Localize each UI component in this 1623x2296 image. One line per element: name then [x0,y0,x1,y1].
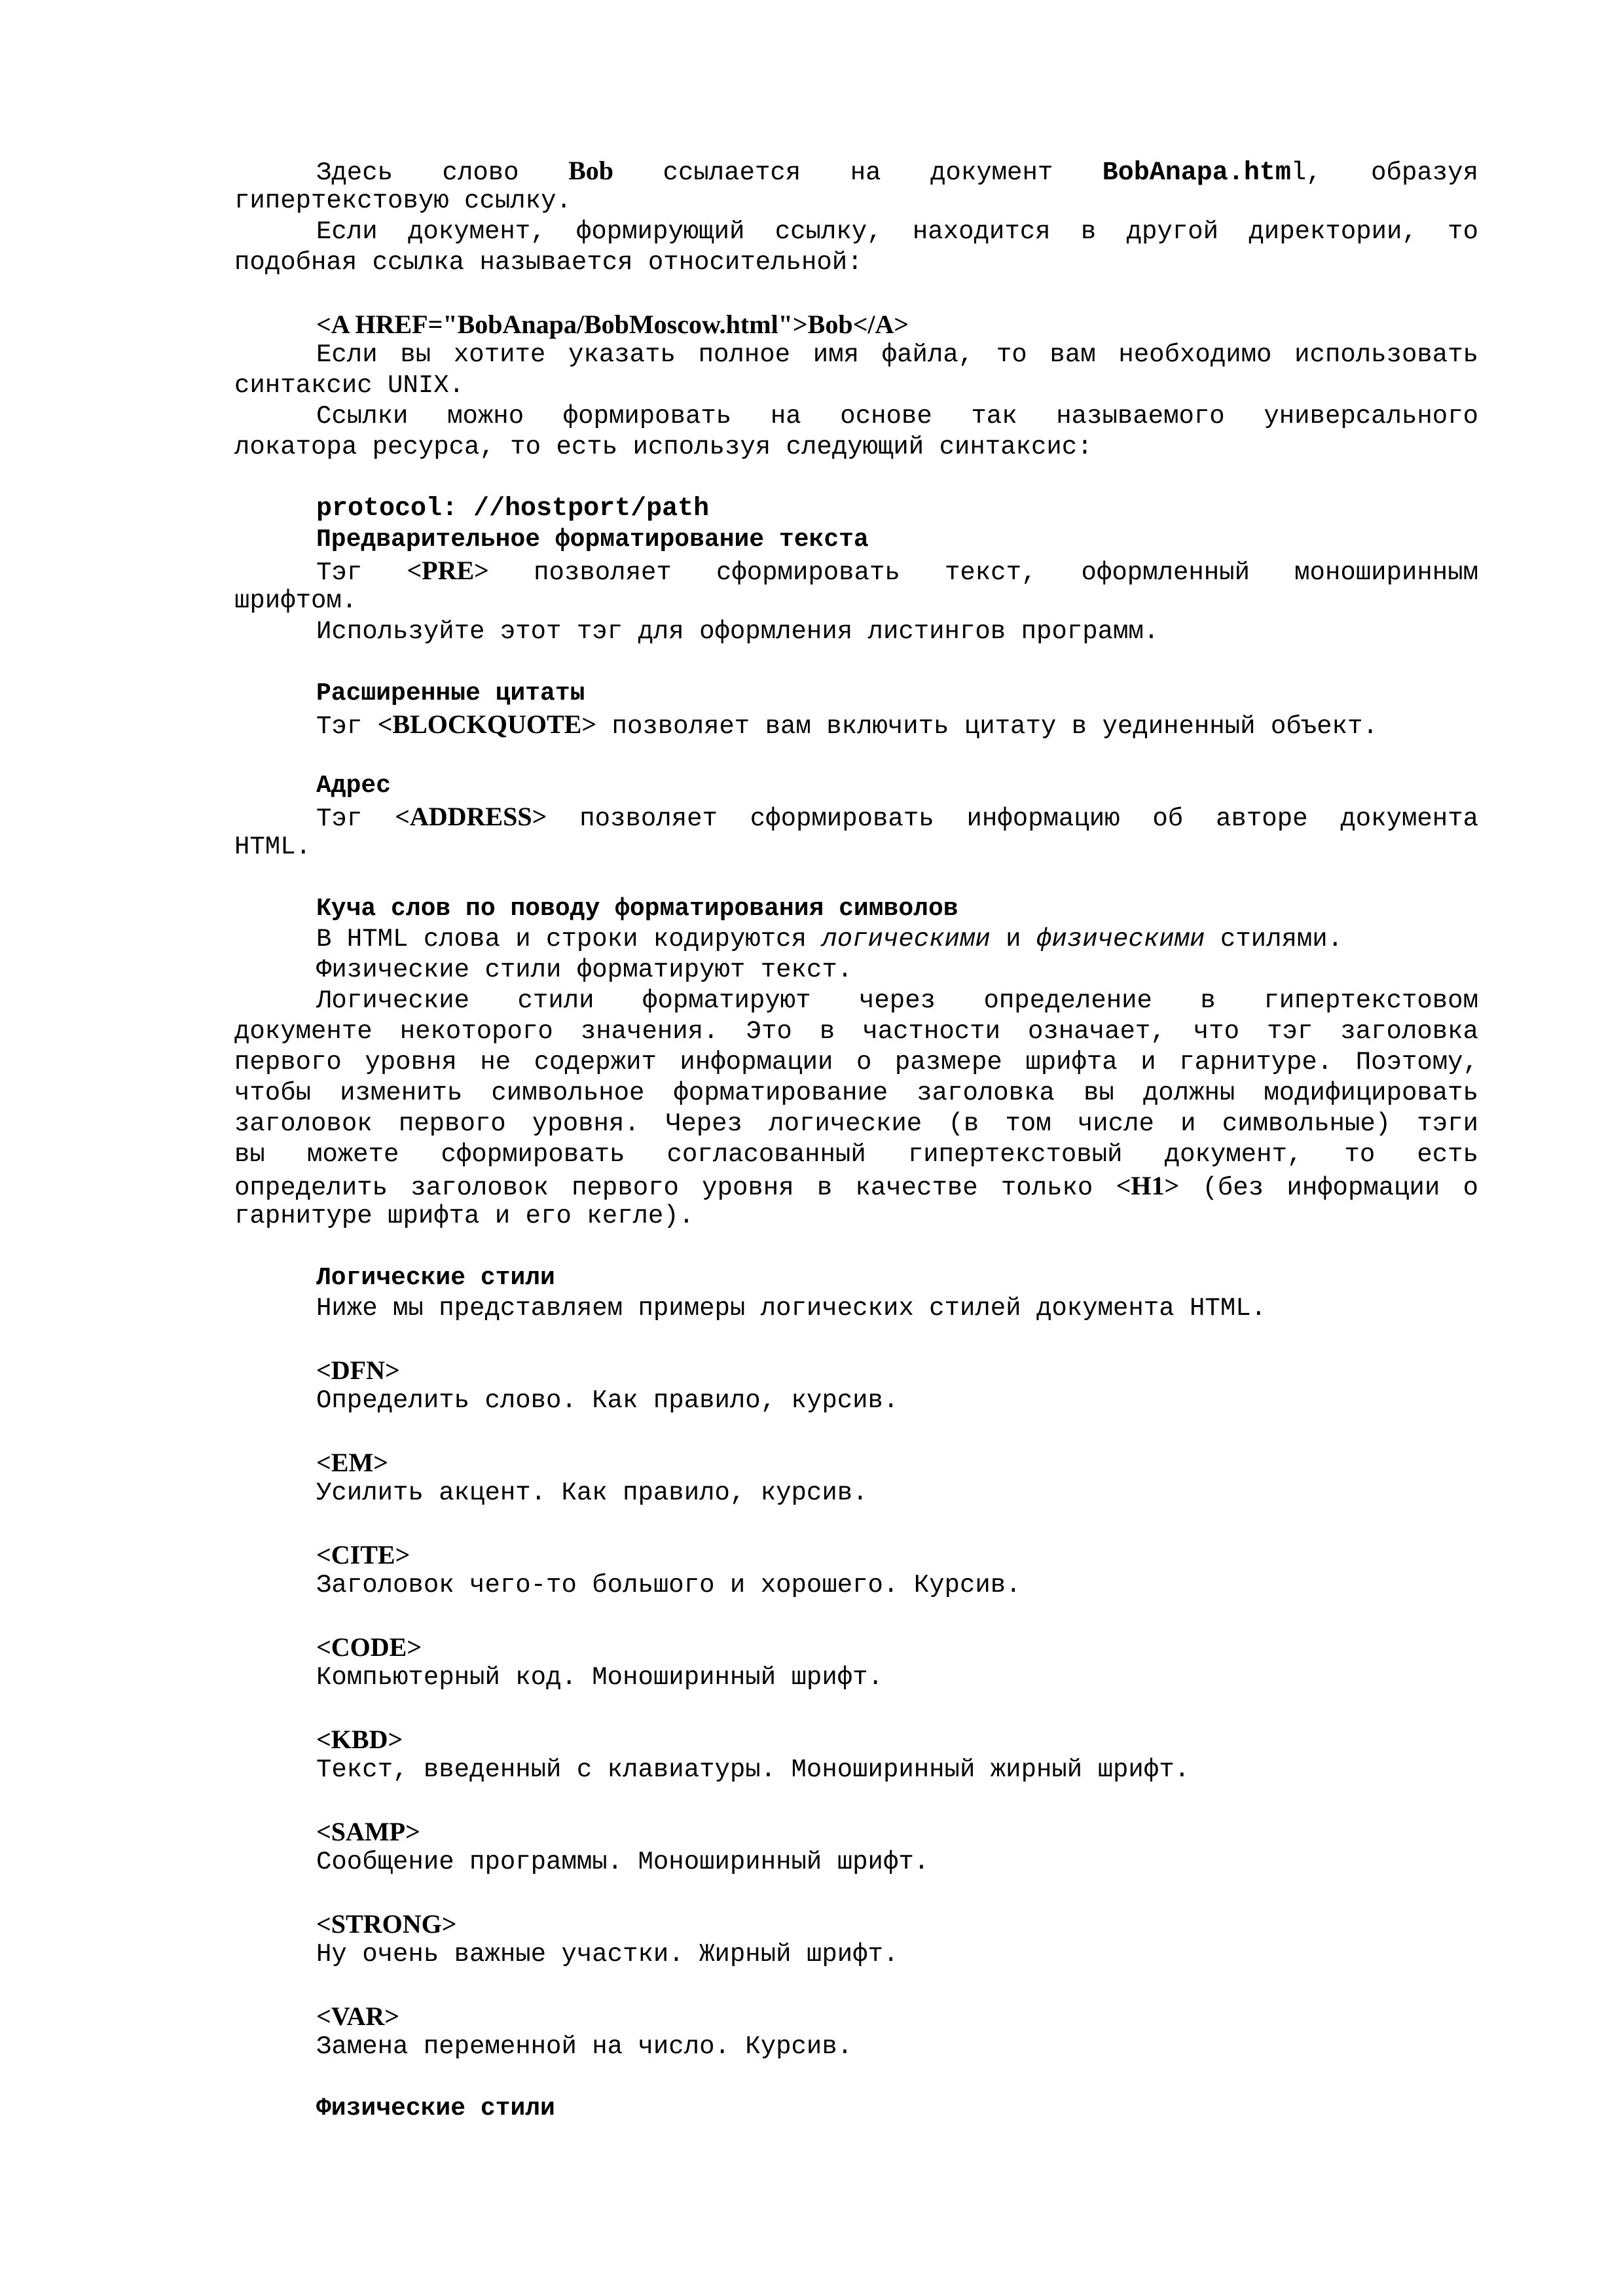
italic-term-logical: логическими [822,925,991,954]
paragraph-line: Используйте этот тэг для оформления листингов программ. [316,617,1159,646]
tag-samp: <SAMP> [316,1817,420,1846]
tag-code: <CODE> [316,1632,422,1662]
paragraph-line: чтобы изменить символьное форматирование заголовка вы должны модифицировать [234,1079,1478,1107]
code-example-url-syntax: protocol: //hostport/path [316,494,710,524]
tag-description: Ну очень важные участки. Жирный шрифт. [316,1940,899,1969]
section-heading-blockquote: Расширенные цитаты [316,679,585,708]
paragraph-line: Если документ, формирующий ссылку, находится в другой директории, то [316,217,1478,246]
paragraph-line: синтаксис UNIX. [234,371,465,400]
tag-cite: <CITE> [316,1540,410,1570]
tag-em: <EM> [316,1448,389,1477]
tag-description: Усилить акцент. Как правило, курсив. [316,1479,868,1507]
tag-strong: <STRONG> [316,1909,457,1939]
paragraph-line [316,924,1478,955]
tag-description: Определить слово. Как правило, курсив. [316,1386,899,1415]
paragraph-line [234,1170,1478,1201]
text: Тэг [316,804,395,833]
paragraph-line: гарнитуре шрифта и его кегле). [234,1202,695,1230]
text: Тэг [316,712,378,741]
text: стилями. [1205,925,1343,954]
tag-pre: <PRE> [407,556,489,585]
tag-address: <ADDRESS> [395,802,547,831]
paragraph-line: Ссылки можно формировать на основе так называемого универсального [316,402,1478,431]
tag-description: Компьютерный код. Моноширинный шрифт. [316,1663,883,1692]
text: позволяет сформировать информацию об авторе документа [547,804,1478,833]
tag-description: Заголовок чего-то большого и хорошего. Курсив. [316,1571,1021,1600]
paragraph-line: Логические стили форматируют через определение в гипертекстовом [316,986,1478,1015]
paragraph-line: Ниже мы представляем примеры логических стилей документа HTML. [316,1294,1267,1323]
text: Тэг [316,558,407,587]
keyword-bob: Bob [568,156,614,185]
paragraph-line [316,155,1478,186]
text: определить заголовок первого уровня в качестве только [234,1174,1116,1202]
paragraph-line: локатора ресурса, то есть используя следующий синтаксис: [234,433,1093,461]
paragraph-line: заголовок первого уровня. Через логические (в том числе и символьные) тэги [234,1109,1478,1138]
text: позволяет вам включить цитату в уединенный объект. [596,712,1378,741]
tag-kbd: <KBD> [316,1725,403,1754]
text: l, образуя [1290,158,1478,187]
keyword-filename: BobAnapa.htm [1102,158,1291,188]
section-heading-address: Адрес [316,772,392,800]
text: позволяет сформировать текст, оформленный моноширинным [488,558,1478,587]
paragraph-line: вы можете сформировать согласованный гипертекстовый документ, то есть [234,1140,1478,1169]
paragraph-line: первого уровня не содержит информации о размере шрифта и гарнитуре. Поэтому, [234,1048,1478,1077]
tag-dfn: <DFN> [316,1355,400,1385]
section-heading-formatting: Куча слов по поводу форматирования символов [316,895,958,923]
text: и [990,925,1036,954]
tag-h1: <H1> [1116,1171,1180,1200]
tag-description: Сообщение программы. Моноширинный шрифт. [316,1848,930,1876]
section-heading-logical-styles: Логические стили [316,1264,555,1292]
code-example-relative-link: <A HREF="BobAnapa/BobMoscow.html">Bob</A> [316,310,909,339]
tag-blockquote: <BLOCKQUOTE> [377,709,597,739]
paragraph-line: Физические стили форматируют текст. [316,956,853,984]
tag-description: Текст, введенный с клавиатуры. Моноширинный жирный шрифт. [316,1755,1190,1784]
paragraph-line: Если вы хотите указать полное имя файла, то вам необходимо использовать [316,340,1478,369]
paragraph-line [316,555,1478,586]
paragraph-line [316,801,1478,832]
text: ссылается на документ [613,158,1103,187]
paragraph-line: гипертекстовую ссылку. [234,187,572,215]
paragraph-line: подобная ссылка называется относительной: [234,248,863,277]
paragraph-line: документе некоторого значения. Это в частности означает, что тэг заголовка [234,1017,1478,1046]
section-heading-pre: Предварительное форматирование текста [316,526,869,554]
paragraph-line: шрифтом. [234,586,357,615]
italic-term-physical: физическими [1036,925,1205,954]
text: В HTML слова и строки кодируются [316,925,822,954]
text: (без информации о [1179,1174,1478,1202]
text: Здесь слово [316,158,569,187]
tag-description: Замена переменной на число. Курсив. [316,2032,853,2061]
paragraph-line: HTML. [234,833,312,861]
section-heading-physical-styles: Физические стили [316,2094,555,2123]
tag-var: <VAR> [316,2001,400,2031]
paragraph-line [316,709,1478,740]
